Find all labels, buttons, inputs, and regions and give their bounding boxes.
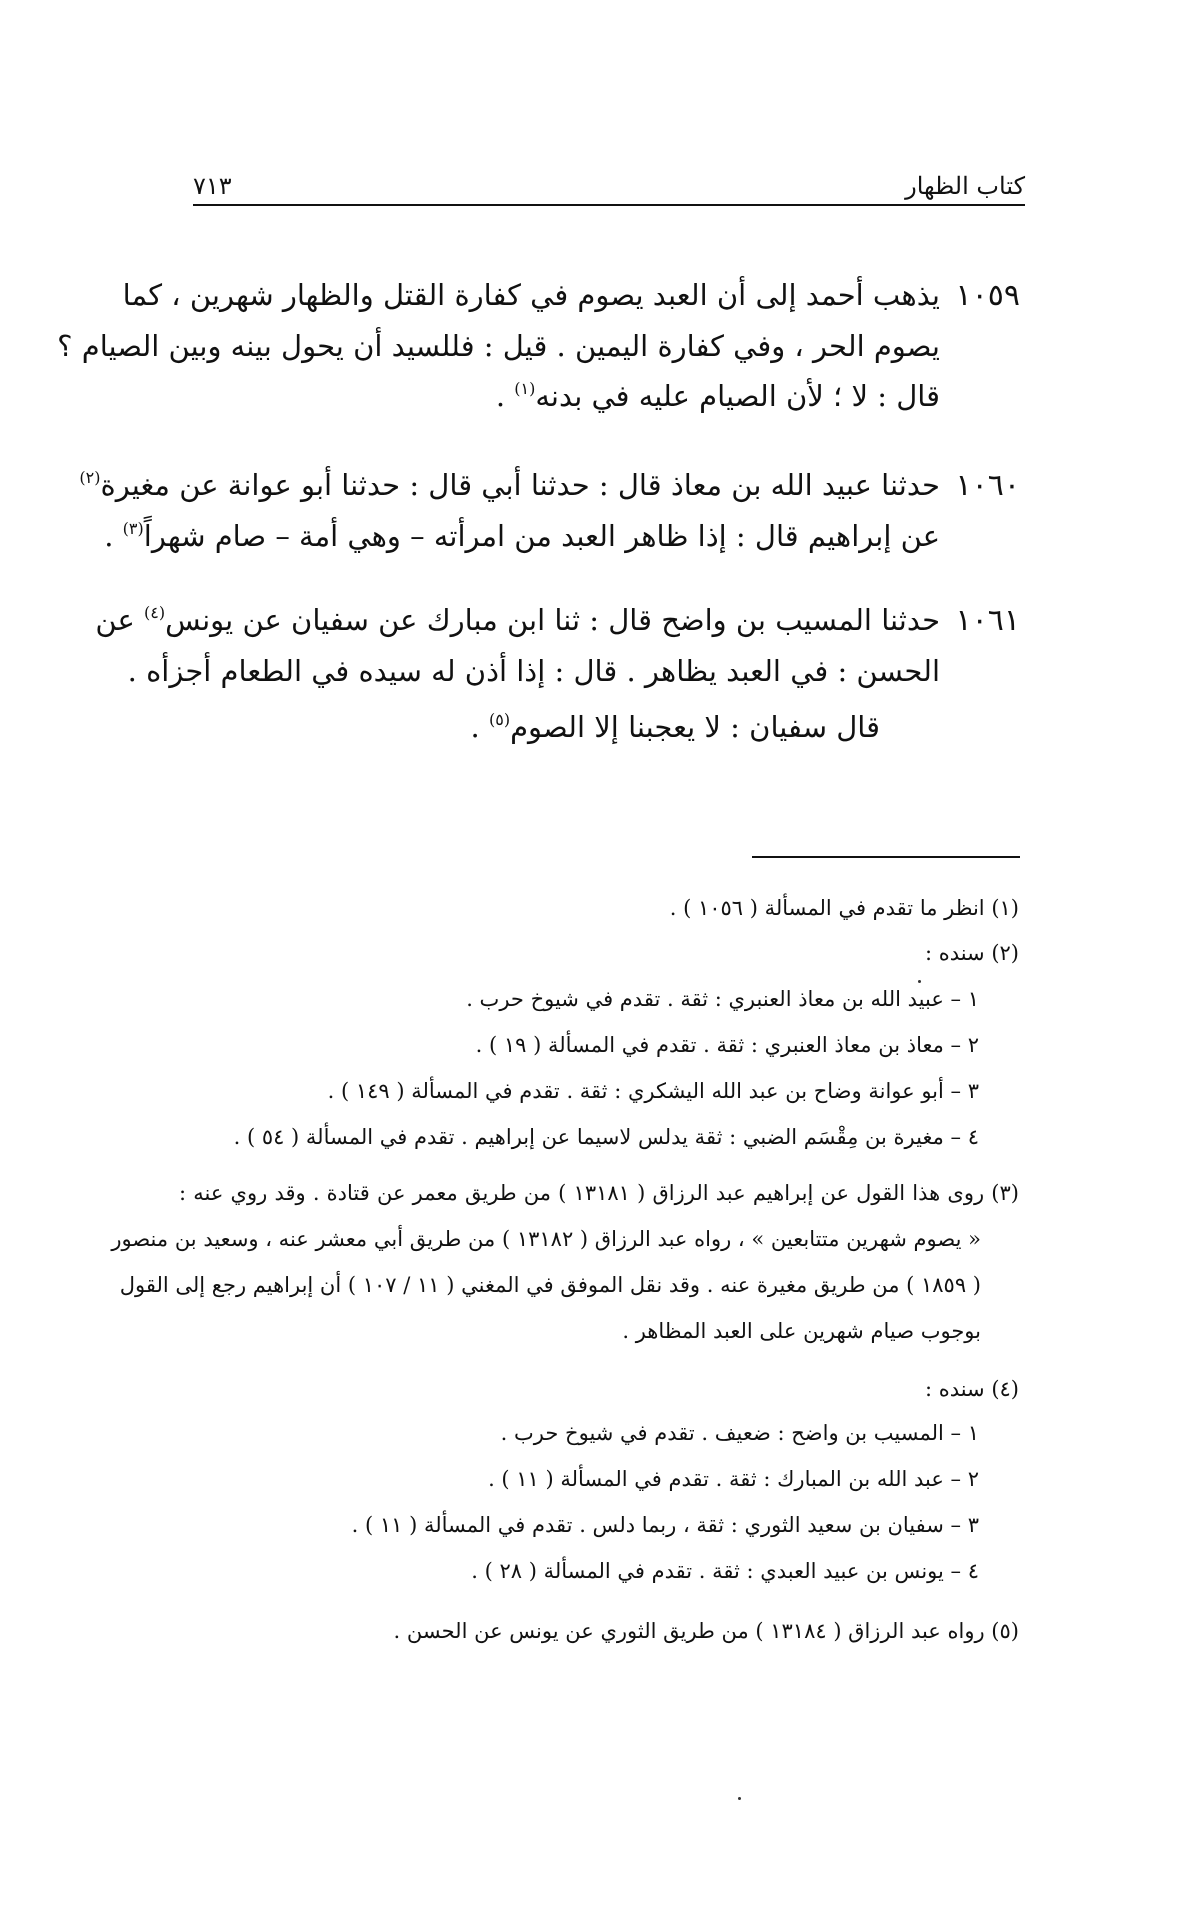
footnote-4-item: ٣ – سفيان بن سعيد الثوري : ثقة ، ربما دلس . تقدم في المسألة ( ١١ ) . (351, 1513, 979, 1537)
paragraph-line (104, 519, 940, 553)
paragraph-text: . (104, 519, 123, 553)
footnote-5: (٥) رواه عبد الرزاق ( ١٣١٨٤ ) من طريق الثوري عن يونس عن الحسن . (393, 1619, 1019, 1643)
paragraph-text: قال سفيان : لا يعجبنا إلا الصوم (510, 710, 880, 744)
footnote-3-line: « يصوم شهرين متتابعين » ، رواه عبد الرزاق ( ١٣١٨٢ ) من طريق أبي معشر عنه ، وسعيد بن منصور (111, 1227, 981, 1251)
book-title: كتاب الظهار (905, 172, 1025, 200)
footnote-3-line: بوجوب صيام شهرين على العبد المظاهر . (622, 1319, 981, 1343)
footnote-ref: (٤) (144, 603, 166, 622)
footnote-ref: (١) (514, 379, 536, 398)
paragraph-line: الحسن : في العبد يظاهر . قال : إذا أذن له سيده في الطعام أجزأه . (127, 654, 940, 688)
paragraph-1061 (95, 603, 1020, 744)
footnote-1: (١) انظر ما تقدم في المسألة ( ١٠٥٦ ) . (669, 896, 1019, 920)
paragraph-text: حدثنا المسيب بن واضح قال : ثنا ابن مبارك عن سفيان عن يونس (165, 603, 940, 637)
footnote-2-item: ١ – عبيد الله بن معاذ العنبري : ثقة . تقدم في شيوخ حرب . (466, 987, 979, 1011)
paragraph-line (190, 379, 940, 413)
footnote-4-item: ٢ – عبد الله بن المبارك : ثقة . تقدم في المسألة ( ١١ ) . (488, 1467, 979, 1491)
print-speck (738, 1797, 741, 1800)
footnote-3-line: (٣) روى هذا القول عن إبراهيم عبد الرزاق ( ١٣١٨١ ) من طريق معمر عن قتادة . وقد روي عنه : (179, 1181, 1019, 1205)
paragraph-line: يصوم الحر ، وفي كفارة اليمين . قيل : فللسيد أن يحول بينه وبين الصيام ؟ (57, 329, 940, 363)
footnote-2-item: ٤ – مغيرة بن مِقْسَم الضبي : ثقة يدلس لاسيما عن إبراهيم . تقدم في المسألة ( ٥٤ ) . (233, 1125, 979, 1149)
paragraph-line (95, 603, 940, 637)
print-speck (918, 980, 921, 983)
footnote-ref: (٢) (79, 468, 101, 487)
paragraph-line (79, 468, 940, 502)
paragraph-number: ١٠٥٩ (955, 278, 1020, 313)
footnote-2-item: ٣ – أبو عوانة وضاح بن عبد الله اليشكري : ثقة . تقدم في المسألة ( ١٤٩ ) . (327, 1079, 979, 1103)
footnote-ref: (٣) (122, 519, 144, 538)
footnote-2-head: (٢) سنده : (924, 941, 1019, 965)
footnote-4-item: ١ – المسيب بن واضح : ضعيف . تقدم في شيوخ حرب . (500, 1421, 979, 1445)
running-header (193, 166, 1025, 206)
paragraph-text: عن إبراهيم قال : إذا ظاهر العبد من امرأته – وهي أمة – صام شهراً (143, 519, 940, 553)
paragraph-line (190, 710, 880, 744)
footnote-4-item: ٤ – يونس بن عبيد العبدي : ثقة . تقدم في المسألة ( ٢٨ ) . (471, 1559, 979, 1583)
footnote-separator (752, 856, 1020, 858)
paragraph-1060 (79, 468, 1020, 553)
footnote-ref: (٥) (488, 710, 511, 729)
paragraph-number: ١٠٦٠ (955, 468, 1020, 503)
paragraph-text: قال : لا ؛ لأن الصيام عليه في بدنه (535, 379, 940, 413)
paragraph-1059 (57, 278, 1020, 413)
paragraph-text: حدثنا عبيد الله بن معاذ قال : حدثنا أبي قال : حدثنا أبو عوانة عن مغيرة (100, 468, 940, 502)
footnote-2-item: ٢ – معاذ بن معاذ العنبري : ثقة . تقدم في المسألة ( ١٩ ) . (475, 1033, 979, 1057)
page-number: ٧١٣ (193, 172, 232, 200)
paragraph-line: يذهب أحمد إلى أن العبد يصوم في كفارة القتل والظهار شهرين ، كما (122, 278, 940, 312)
footnote-3-line: ( ١٨٥٩ ) من طريق مغيرة عنه . وقد نقل الموفق في المغني ( ١١ / ١٠٧ ) أن إبراهيم رجع إلى القول (119, 1273, 981, 1297)
footnote-4-head: (٤) سنده : (924, 1377, 1019, 1401)
paragraph-text: عن (95, 603, 145, 637)
paragraph-text: . (495, 379, 515, 413)
paragraph-text: . (470, 710, 489, 744)
paragraph-number: ١٠٦١ (955, 603, 1020, 638)
